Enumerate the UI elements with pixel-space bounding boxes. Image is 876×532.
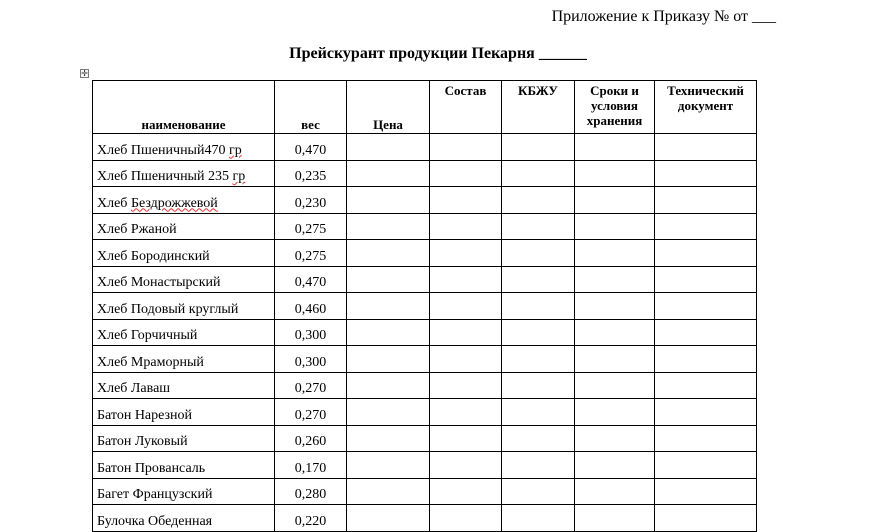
column-header-kbju: КБЖУ bbox=[502, 81, 575, 134]
product-name: Батон Нарезной bbox=[97, 407, 193, 423]
storage-cell[interactable] bbox=[575, 399, 655, 426]
kbju-cell[interactable] bbox=[502, 187, 575, 214]
product-name-cell[interactable] bbox=[93, 266, 275, 293]
table-row bbox=[93, 452, 757, 479]
weight-cell[interactable]: 0,235 bbox=[275, 160, 347, 187]
column-header-name: наименование bbox=[93, 81, 275, 134]
product-name: Хлеб Мраморный bbox=[97, 354, 204, 370]
column-header-price: Цена bbox=[347, 81, 430, 134]
price-cell[interactable] bbox=[347, 452, 430, 479]
composition-cell[interactable] bbox=[430, 346, 502, 373]
price-cell[interactable] bbox=[347, 346, 430, 373]
price-cell[interactable] bbox=[347, 372, 430, 399]
price-cell[interactable] bbox=[347, 240, 430, 267]
weight-cell[interactable]: 0,275 bbox=[275, 240, 347, 267]
table-row bbox=[93, 213, 757, 240]
product-name: Батон Луковый bbox=[97, 434, 188, 449]
storage-cell[interactable] bbox=[575, 160, 655, 187]
storage-cell[interactable] bbox=[575, 372, 655, 399]
product-name-cell[interactable] bbox=[93, 425, 275, 452]
price-cell[interactable] bbox=[347, 399, 430, 426]
table-row bbox=[93, 319, 757, 346]
kbju-cell[interactable] bbox=[502, 213, 575, 240]
weight-cell[interactable]: 0,260 bbox=[275, 425, 347, 452]
kbju-cell[interactable] bbox=[502, 372, 575, 399]
kbju-cell[interactable] bbox=[502, 346, 575, 373]
product-name: Хлеб Горчичный bbox=[97, 328, 198, 343]
tech-doc-cell[interactable] bbox=[655, 319, 757, 346]
weight-cell[interactable]: 0,270 bbox=[275, 372, 347, 399]
table-row bbox=[93, 187, 757, 214]
weight-cell[interactable]: 0,270 bbox=[275, 399, 347, 426]
storage-cell[interactable] bbox=[575, 452, 655, 479]
tech-doc-cell[interactable] bbox=[655, 399, 757, 426]
product-name-cell[interactable] bbox=[93, 160, 275, 187]
weight-cell[interactable]: 0,280 bbox=[275, 478, 347, 505]
tech-doc-cell[interactable] bbox=[655, 452, 757, 479]
price-cell[interactable] bbox=[347, 134, 430, 161]
storage-cell[interactable] bbox=[575, 319, 655, 346]
tech-doc-cell[interactable] bbox=[655, 372, 757, 399]
tech-doc-cell[interactable] bbox=[655, 134, 757, 161]
composition-cell[interactable] bbox=[430, 425, 502, 452]
composition-cell[interactable] bbox=[430, 319, 502, 346]
product-name-cell[interactable] bbox=[93, 293, 275, 320]
table-row bbox=[93, 266, 757, 293]
product-name: Булочка Обеденная bbox=[97, 513, 213, 529]
storage-cell[interactable] bbox=[575, 505, 655, 532]
tech-doc-cell[interactable] bbox=[655, 187, 757, 214]
product-name: Хлеб Пшеничный470 bbox=[97, 142, 229, 158]
table-row bbox=[93, 134, 757, 161]
kbju-cell[interactable] bbox=[502, 160, 575, 187]
storage-cell[interactable] bbox=[575, 478, 655, 505]
composition-cell[interactable] bbox=[430, 452, 502, 479]
product-name-suffix: гр bbox=[228, 142, 242, 158]
product-name: Хлеб Пшеничный 235 bbox=[97, 169, 233, 184]
table-header-row bbox=[93, 81, 757, 134]
composition-cell[interactable] bbox=[430, 372, 502, 399]
storage-cell[interactable] bbox=[575, 425, 655, 452]
product-name: Хлеб Ржаной bbox=[97, 222, 177, 237]
storage-cell[interactable] bbox=[575, 293, 655, 320]
appendix-reference: Приложение к Приказу № от ___ bbox=[551, 8, 776, 25]
kbju-cell[interactable] bbox=[502, 266, 575, 293]
tech-doc-cell[interactable] bbox=[655, 346, 757, 373]
weight-cell[interactable]: 0,470 bbox=[275, 266, 347, 293]
price-cell[interactable] bbox=[347, 319, 430, 346]
weight-cell[interactable]: 0,300 bbox=[275, 346, 347, 373]
composition-cell[interactable] bbox=[430, 240, 502, 267]
composition-cell[interactable] bbox=[430, 266, 502, 293]
storage-cell[interactable] bbox=[575, 346, 655, 373]
column-header-composition: Состав bbox=[430, 81, 502, 134]
composition-cell[interactable] bbox=[430, 213, 502, 240]
composition-cell[interactable] bbox=[430, 293, 502, 320]
composition-cell[interactable] bbox=[430, 399, 502, 426]
weight-cell[interactable]: 0,470 bbox=[275, 134, 347, 161]
product-name-cell[interactable] bbox=[93, 478, 275, 505]
kbju-cell[interactable] bbox=[502, 425, 575, 452]
product-name-cell[interactable] bbox=[93, 134, 275, 161]
product-name: Хлеб bbox=[97, 195, 131, 211]
storage-cell[interactable] bbox=[575, 187, 655, 214]
product-name-cell[interactable] bbox=[93, 213, 275, 240]
tech-doc-cell[interactable] bbox=[655, 293, 757, 320]
price-list-table bbox=[92, 80, 757, 532]
price-cell[interactable] bbox=[347, 425, 430, 452]
page-title: Прейскурант продукции Пекарня ______ bbox=[289, 45, 587, 62]
price-cell[interactable] bbox=[347, 293, 430, 320]
kbju-cell[interactable] bbox=[502, 399, 575, 426]
tech-doc-cell[interactable] bbox=[655, 478, 757, 505]
composition-cell[interactable] bbox=[430, 187, 502, 214]
storage-cell[interactable] bbox=[575, 240, 655, 267]
table-row bbox=[93, 346, 757, 373]
composition-cell[interactable] bbox=[430, 134, 502, 161]
product-name-cell[interactable] bbox=[93, 319, 275, 346]
product-name-cell[interactable] bbox=[93, 187, 275, 214]
storage-cell[interactable] bbox=[575, 134, 655, 161]
weight-cell[interactable]: 0,300 bbox=[275, 319, 347, 346]
product-name: Батон Провансаль bbox=[97, 460, 206, 476]
table-row bbox=[93, 505, 757, 532]
kbju-cell[interactable] bbox=[502, 240, 575, 267]
product-name: Багет Французский bbox=[97, 487, 213, 502]
table-row bbox=[93, 478, 757, 505]
column-header-weight: вес bbox=[275, 81, 347, 134]
weight-cell[interactable]: 0,220 bbox=[275, 505, 347, 532]
product-name-cell[interactable] bbox=[93, 505, 275, 532]
table-row bbox=[93, 160, 757, 187]
price-cell[interactable] bbox=[347, 213, 430, 240]
product-name: Хлеб Бородинский bbox=[97, 248, 210, 264]
weight-cell[interactable]: 0,275 bbox=[275, 213, 347, 240]
composition-cell[interactable] bbox=[430, 478, 502, 505]
product-name: Хлеб Подовый круглый bbox=[97, 301, 239, 317]
price-cell[interactable] bbox=[347, 160, 430, 187]
kbju-cell[interactable] bbox=[502, 505, 575, 532]
tech-doc-cell[interactable] bbox=[655, 266, 757, 293]
price-cell[interactable] bbox=[347, 187, 430, 214]
tech-doc-cell[interactable] bbox=[655, 160, 757, 187]
product-name-cell[interactable] bbox=[93, 240, 275, 267]
product-name-cell[interactable] bbox=[93, 452, 275, 479]
composition-cell[interactable] bbox=[430, 160, 502, 187]
product-name: Хлеб Лаваш bbox=[97, 381, 171, 396]
weight-cell[interactable]: 0,460 bbox=[275, 293, 347, 320]
product-name-suffix: Бездрожжевой bbox=[130, 195, 218, 211]
storage-cell[interactable] bbox=[575, 213, 655, 240]
kbju-cell[interactable] bbox=[502, 134, 575, 161]
price-cell[interactable] bbox=[347, 266, 430, 293]
product-name: Хлеб Монастырский bbox=[97, 275, 221, 290]
storage-cell[interactable] bbox=[575, 266, 655, 293]
kbju-cell[interactable] bbox=[502, 319, 575, 346]
table-row bbox=[93, 399, 757, 426]
table-row bbox=[93, 293, 757, 320]
price-cell[interactable] bbox=[347, 505, 430, 532]
weight-cell[interactable]: 0,230 bbox=[275, 187, 347, 214]
column-header-storage: Сроки и условия хранения bbox=[575, 81, 655, 134]
tech-doc-cell[interactable] bbox=[655, 505, 757, 532]
product-name-cell[interactable] bbox=[93, 346, 275, 373]
table-row bbox=[93, 372, 757, 399]
product-name-cell[interactable] bbox=[93, 372, 275, 399]
column-header-tech-doc: Технический документ bbox=[655, 81, 757, 134]
kbju-cell[interactable] bbox=[502, 452, 575, 479]
kbju-cell[interactable] bbox=[502, 478, 575, 505]
tech-doc-cell[interactable] bbox=[655, 425, 757, 452]
price-cell[interactable] bbox=[347, 478, 430, 505]
kbju-cell[interactable] bbox=[502, 293, 575, 320]
table-row bbox=[93, 240, 757, 267]
tech-doc-cell[interactable] bbox=[655, 213, 757, 240]
product-name-cell[interactable] bbox=[93, 399, 275, 426]
weight-cell[interactable]: 0,170 bbox=[275, 452, 347, 479]
tech-doc-cell[interactable] bbox=[655, 240, 757, 267]
composition-cell[interactable] bbox=[430, 505, 502, 532]
table-row bbox=[93, 425, 757, 452]
product-name-suffix: гр bbox=[232, 169, 246, 184]
move-handle-icon[interactable]: ✛ bbox=[81, 69, 88, 78]
